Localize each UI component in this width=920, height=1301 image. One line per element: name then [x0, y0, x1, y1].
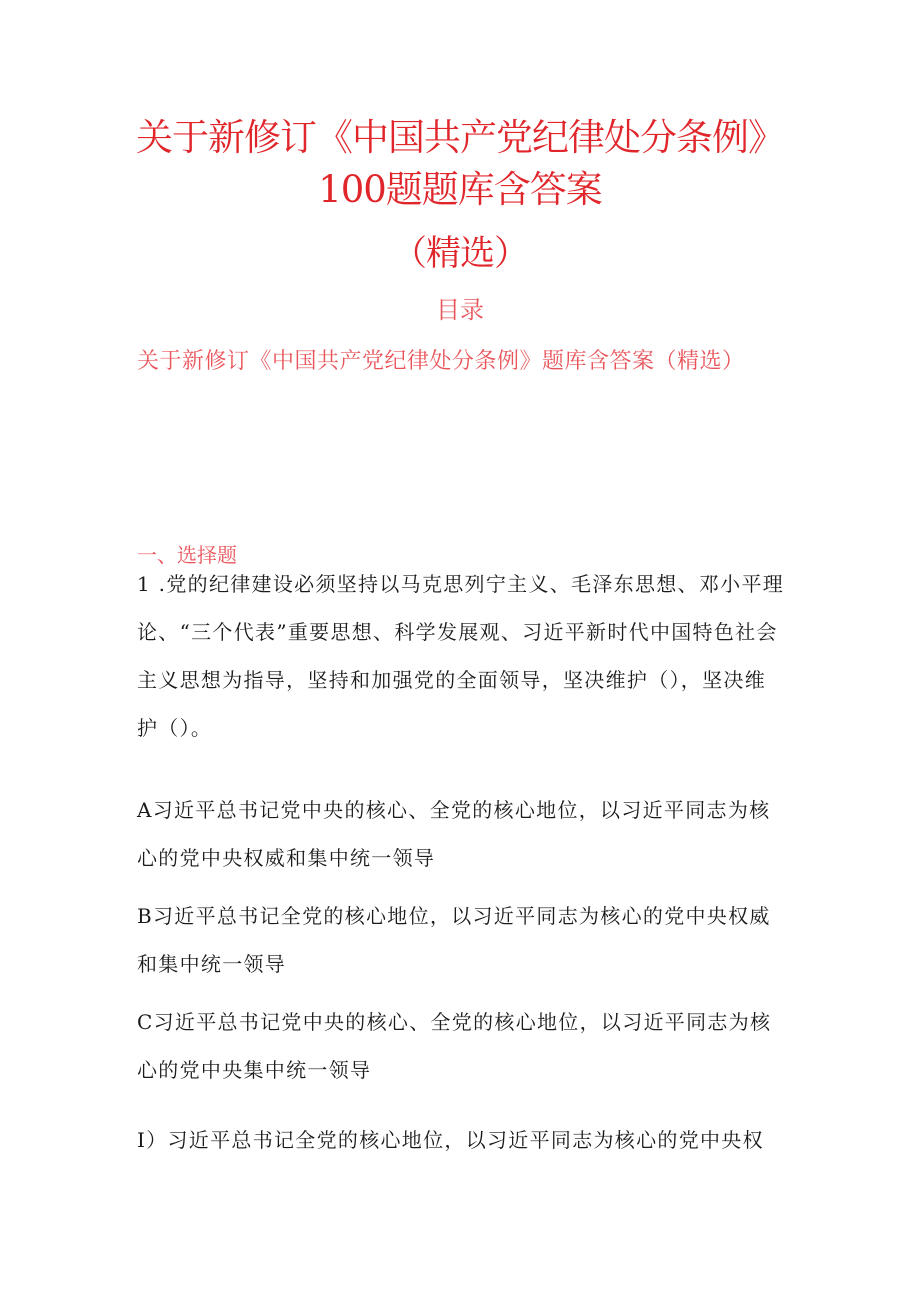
toc-heading: 目录 [436, 296, 484, 324]
question-1-option-d: I）习近平总书记全党的核心地位，以习近平同志为核心的党中央权 [137, 1128, 764, 1152]
section-heading: 一、选择题 [137, 543, 237, 567]
document-title-line-1: 关于新修订《中国共产党纪律处分条例》 [136, 116, 784, 159]
question-1-option-b: B习近平总书记全党的核心地位，以习近平同志为核心的党中央权威和集中统一领导 [137, 904, 771, 976]
document-title-line-2: 100题题库含答案 [318, 168, 602, 211]
toc-entry-link[interactable]: 关于新修订《中国共产党纪律处分条例》题库含答案（精选） [137, 349, 745, 374]
document-subtitle: （精选） [391, 234, 528, 274]
question-1-option-c: C习近平总书记党中央的核心、全党的核心地位，以习近平同志为核心的党中央集中统一领导 [137, 1010, 772, 1082]
question-1-text: 1 .党的纪律建设必须坚持以马克思列宁主义、毛泽东思想、邓小平理论、“三个代表”重要思想、科学发展观、习近平新时代中国特色社会主义思想为指导，坚持和加强党的全面领导，坚决维护（），坚决维护（）。 [137, 572, 785, 740]
question-1-option-a: A习近平总书记党中央的核心、全党的核心地位，以习近平同志为核心的党中央权威和集中统一领导 [137, 798, 771, 870]
